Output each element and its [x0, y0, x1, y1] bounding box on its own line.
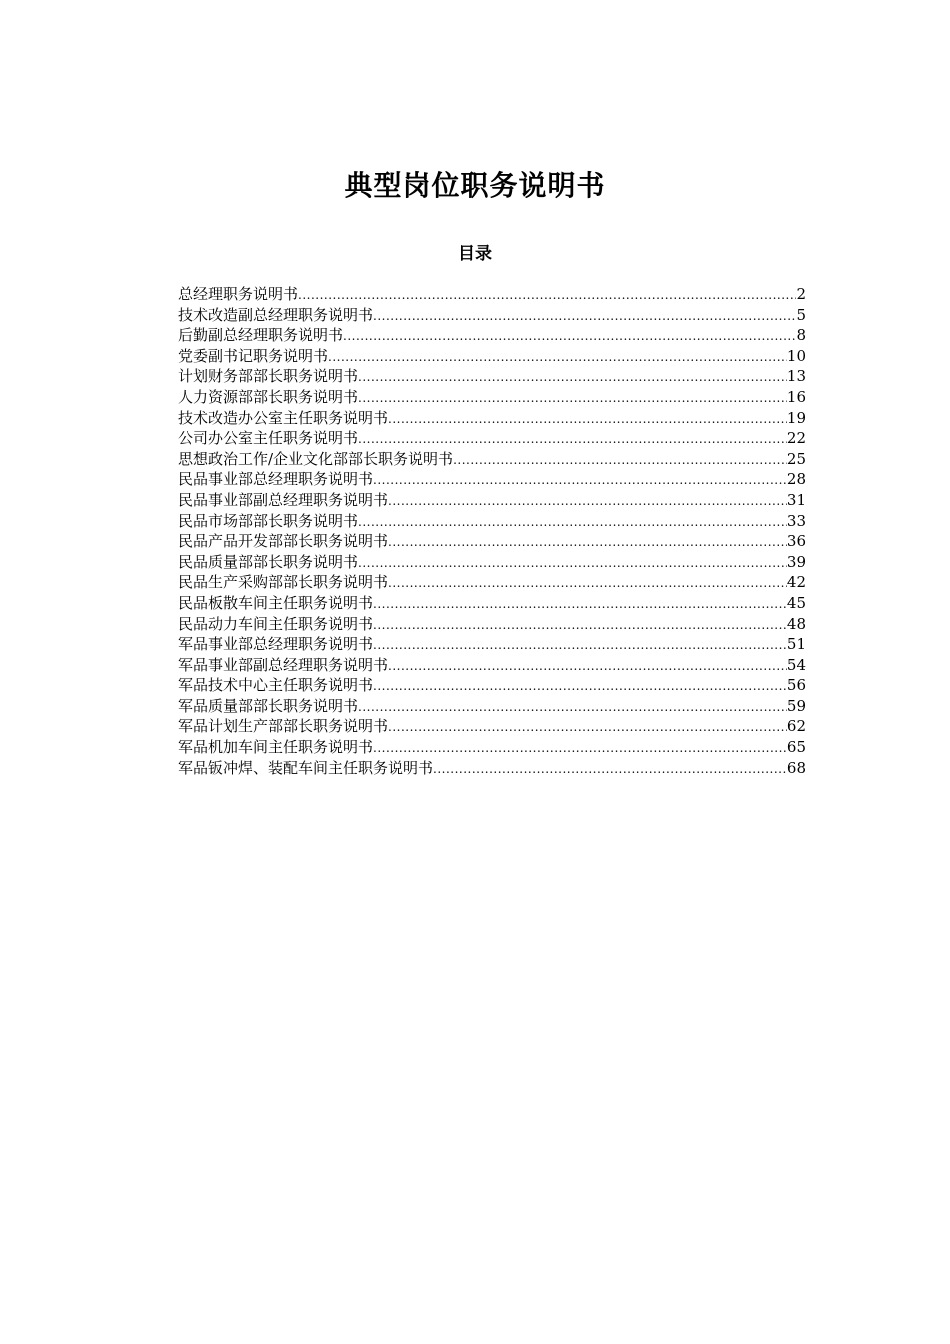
toc-entry-label: 民品产品开发部部长职务说明书 — [178, 532, 389, 551]
toc-leader-dots — [358, 697, 787, 717]
toc-leader-dots — [388, 409, 787, 429]
toc-entry-label: 技术改造副总经理职务说明书 — [178, 305, 374, 324]
toc-entry-page: 19 — [786, 408, 806, 427]
toc-entry-label: 军品计划生产部部长职务说明书 — [178, 717, 389, 736]
toc-leader-dots — [388, 532, 787, 552]
toc-entry[interactable] — [178, 531, 806, 552]
toc-entry-label: 军品机加车间主任职务说明书 — [178, 738, 374, 757]
toc-entry[interactable] — [178, 408, 806, 429]
toc-entry-page: 68 — [786, 758, 806, 777]
toc-entry-label: 后勤副总经理职务说明书 — [178, 326, 344, 345]
toc-leader-dots — [358, 553, 787, 573]
toc-entry[interactable] — [178, 737, 806, 758]
toc-entry-page: 22 — [786, 429, 806, 448]
toc-leader-dots — [373, 470, 787, 490]
toc-entry[interactable] — [178, 675, 806, 696]
toc-entry-page: 48 — [786, 614, 806, 633]
toc-entry-label: 军品钣冲焊、装配车间主任职务说明书 — [178, 758, 434, 777]
toc-leader-dots — [358, 367, 787, 387]
document-title: 典型岗位职务说明书 — [344, 169, 606, 202]
toc-entry[interactable] — [178, 346, 806, 367]
toc-leader-dots — [358, 512, 787, 532]
toc-leader-dots — [388, 656, 787, 676]
toc-entry-label: 民品质量部部长职务说明书 — [178, 552, 359, 571]
toc-leader-dots — [388, 491, 787, 511]
toc-leader-dots — [453, 450, 787, 470]
toc-entry-label: 人力资源部部长职务说明书 — [178, 387, 359, 406]
toc-entry[interactable] — [178, 552, 806, 573]
toc-entry-label: 民品事业部总经理职务说明书 — [178, 470, 374, 489]
toc-entry-page: 65 — [786, 738, 806, 757]
toc-entry-label: 军品质量部部长职务说明书 — [178, 696, 359, 715]
toc-entry[interactable] — [178, 511, 806, 532]
toc-leader-dots — [388, 717, 787, 737]
toc-leader-dots — [358, 429, 787, 449]
toc-entry-label: 党委副书记职务说明书 — [178, 346, 329, 365]
toc-entry[interactable] — [178, 284, 806, 305]
toc-entry-page: 62 — [786, 717, 806, 736]
toc-entry[interactable] — [178, 305, 806, 326]
toc-entry-label: 民品板散车间主任职务说明书 — [178, 593, 374, 612]
toc-entry-page: 36 — [786, 532, 806, 551]
toc-entry-page: 8 — [796, 326, 806, 345]
toc-entry-page: 39 — [786, 552, 806, 571]
toc-leader-dots — [373, 594, 787, 614]
toc-entry-page: 42 — [786, 573, 806, 592]
toc-leader-dots — [373, 738, 787, 758]
toc-entry[interactable] — [178, 490, 806, 511]
toc-entry-label: 思想政治工作/企业文化部部长职务说明书 — [178, 449, 454, 468]
toc-entry-page: 54 — [786, 655, 806, 674]
toc-leader-dots — [358, 388, 787, 408]
toc-entry[interactable] — [178, 449, 806, 470]
toc-entry-label: 计划财务部部长职务说明书 — [178, 367, 359, 386]
toc-leader-dots — [373, 635, 787, 655]
toc-entry-page: 5 — [796, 305, 806, 324]
toc-entry-label: 总经理职务说明书 — [178, 285, 299, 303]
toc-leader-dots — [388, 573, 787, 593]
toc-entry[interactable] — [178, 366, 806, 387]
toc-entry[interactable] — [178, 716, 806, 737]
toc-leader-dots — [373, 306, 796, 326]
toc-entry-page: 59 — [786, 696, 806, 715]
toc-entry-label: 技术改造办公室主任职务说明书 — [178, 408, 389, 427]
toc-entry-page: 2 — [796, 285, 806, 303]
toc-leader-dots — [373, 676, 787, 696]
toc-entry-page: 45 — [786, 593, 806, 612]
toc-entry-label: 公司办公室主任职务说明书 — [178, 429, 359, 448]
toc-entry-page: 10 — [786, 346, 806, 365]
toc-entry[interactable] — [178, 428, 806, 449]
toc-entry-page: 13 — [786, 367, 806, 386]
toc-entry[interactable] — [178, 758, 806, 779]
toc-leader-dots — [343, 326, 796, 346]
toc-entry-label: 民品生产采购部部长职务说明书 — [178, 573, 389, 592]
toc-entry[interactable] — [178, 614, 806, 635]
toc-entry-page: 31 — [786, 490, 806, 509]
toc-entry[interactable] — [178, 469, 806, 490]
toc-leader-dots — [328, 347, 787, 367]
toc-entry[interactable] — [178, 387, 806, 408]
toc-entry[interactable] — [178, 572, 806, 593]
toc-entry[interactable] — [178, 634, 806, 655]
toc-entry-label: 军品技术中心主任职务说明书 — [178, 676, 374, 695]
toc-entry-page: 28 — [786, 470, 806, 489]
toc-entry-page: 33 — [786, 511, 806, 530]
toc-entry[interactable] — [178, 655, 806, 676]
toc-entry-label: 军品事业部副总经理职务说明书 — [178, 655, 389, 674]
toc-entry[interactable] — [178, 325, 806, 346]
toc-heading: 目录 — [458, 244, 492, 264]
toc-entry[interactable] — [178, 696, 806, 717]
toc-entry-label: 民品动力车间主任职务说明书 — [178, 614, 374, 633]
table-of-contents — [178, 284, 806, 778]
toc-entry-label: 民品事业部副总经理职务说明书 — [178, 490, 389, 509]
toc-entry-label: 民品市场部部长职务说明书 — [178, 511, 359, 530]
toc-leader-dots — [298, 285, 796, 305]
toc-entry[interactable] — [178, 593, 806, 614]
toc-leader-dots — [373, 615, 787, 635]
toc-entry-page: 25 — [786, 449, 806, 468]
toc-entry-page: 16 — [786, 387, 806, 406]
toc-entry-page: 51 — [786, 635, 806, 654]
toc-leader-dots — [433, 759, 787, 779]
toc-entry-label: 军品事业部总经理职务说明书 — [178, 635, 374, 654]
toc-entry-page: 56 — [786, 676, 806, 695]
